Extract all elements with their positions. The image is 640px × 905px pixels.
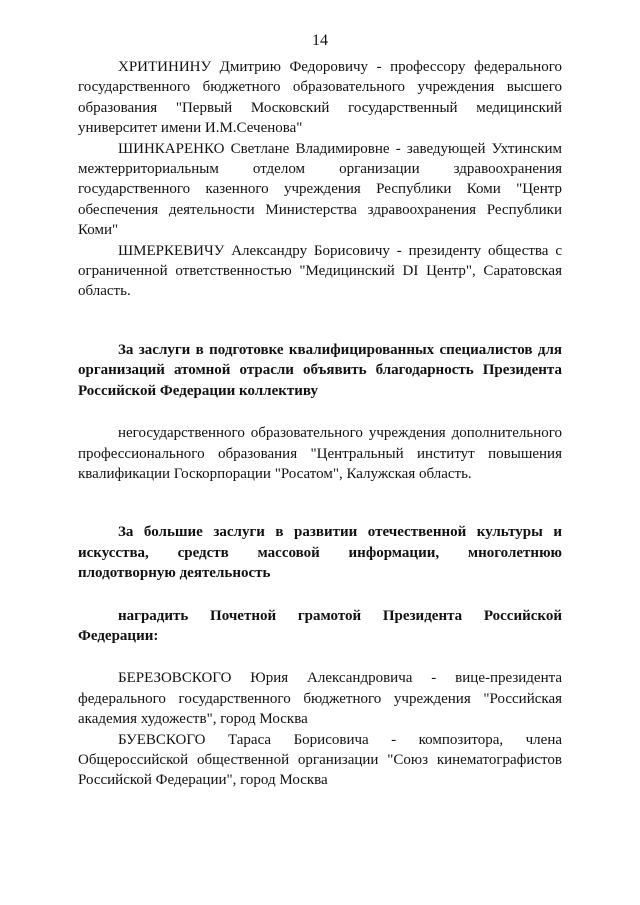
awardee-khritinin: ХРИТИНИНУ Дмитрию Федоровичу - профессору федерального государственного бюджетного образовательного учреждения высшего образования "Первый Московский государственный медицинский университет имени И.М.Сеченова" xyxy=(78,59,562,137)
awardee-buevsky: БУЕВСКОГО Тараса Борисовича - композитора, члена Общероссийской общественной организации "Союз кинематографистов Российской Федерации", город Москва xyxy=(78,731,562,789)
award-action-statement: наградить Почетной грамотой Президента Российской Федерации: xyxy=(78,607,562,644)
awardee-berezovsky: БЕРЕЗОВСКОГО Юрия Александровича - вице-президента федерального государственного бюджетного учреждения "Российская академия художеств", город Москва xyxy=(78,670,562,728)
page-number: 14 xyxy=(312,32,328,49)
section-heading-nuclear: За заслуги в подготовке квалифицированных специалистов для организаций атомной отрасли объявить благодарность Президента Российской Федерации коллективу xyxy=(78,341,562,399)
awardee-shmerkevich: ШМЕРКЕВИЧУ Александру Борисовичу - президенту общества с ограниченной ответственностью "Медицинский DI Центр", Саратовская область. xyxy=(78,242,562,300)
awardee-shinkarenko: ШИНКАРЕНКО Светлане Владимировне - заведующей Ухтинским межтерриториальным отделом организации здравоохранения государственного казенного учреждения Республики Коми "Центр обеспечения деятельности Министерства здравоохранения Республики Коми" xyxy=(78,140,562,239)
collective-awardee: негосударственного образовательного учреждения дополнительного профессионального образования "Центральный институт повышения квалификации Госкорпорации "Росатом", Калужская область. xyxy=(78,425,562,482)
section-heading-culture: За большие заслуги в развитии отечественной культуры и искусства, средств массовой информации, многолетнюю плодотворную деятельность xyxy=(78,524,562,582)
document-body xyxy=(78,57,562,791)
